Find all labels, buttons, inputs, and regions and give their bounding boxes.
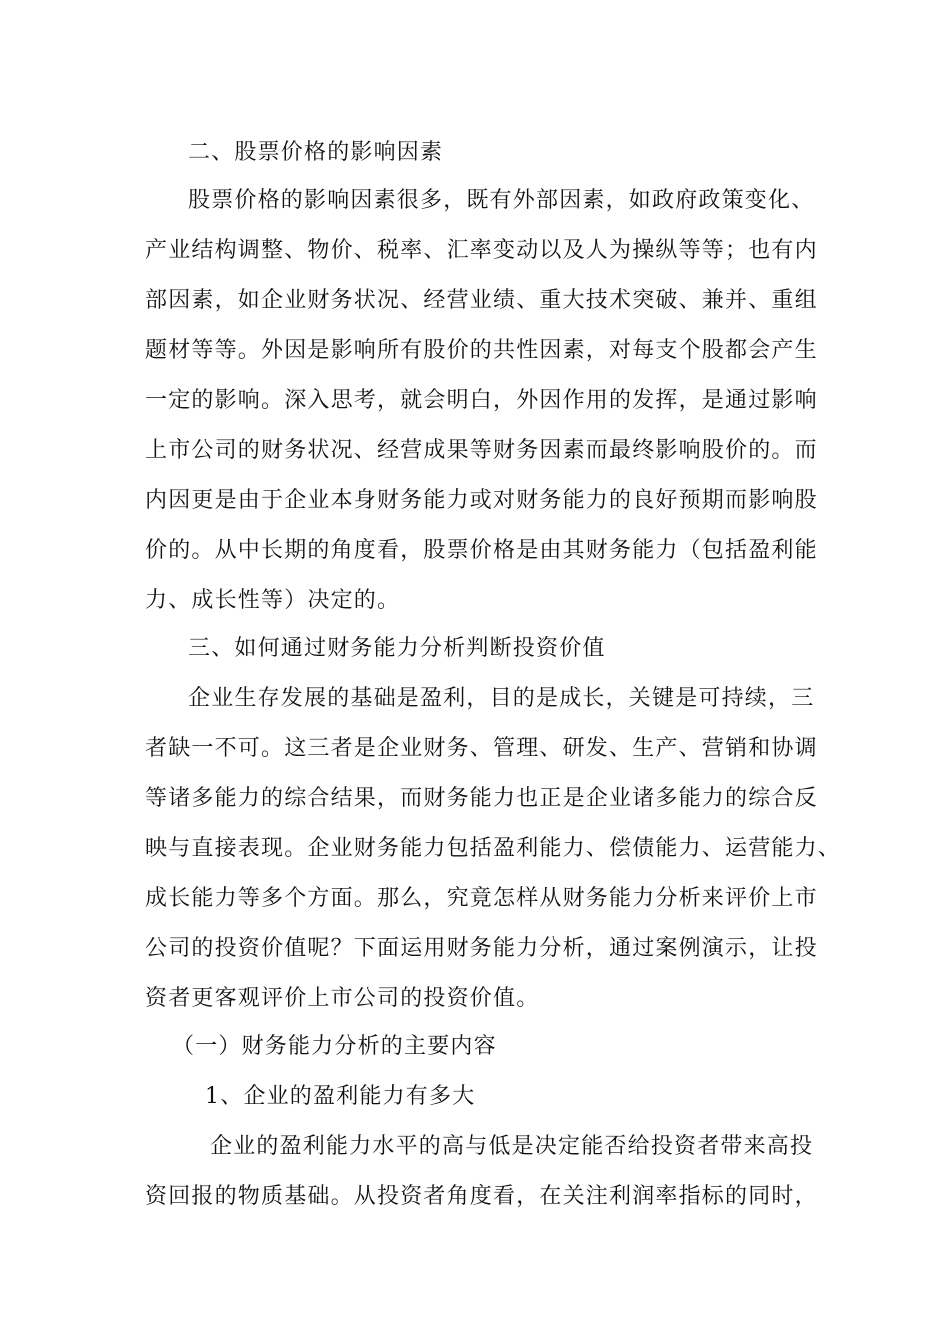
paragraph-2-line-5: 成长能力等多个方面。那么，究竟怎样从财务能力分析来评价上市 bbox=[145, 886, 818, 911]
paragraph-1-line-1: 股票价格的影响因素很多，既有外部因素，如政府政策变化、 bbox=[188, 188, 815, 213]
paragraph-2-line-7: 资者更客观评价上市公司的投资价值。 bbox=[145, 986, 540, 1011]
paragraph-3-line-2: 资回报的物质基础。从投资者角度看，在关注利润率指标的同时， bbox=[145, 1184, 818, 1209]
paragraph-3-line-1: 企业的盈利能力水平的高与低是决定能否给投资者带来高投 bbox=[210, 1134, 814, 1159]
paragraph-2-line-3: 等诸多能力的综合结果，而财务能力也正是企业诸多能力的综合反 bbox=[145, 786, 818, 811]
paragraph-1-line-7: 内因更是由于企业本身财务能力或对财务能力的良好预期而影响股 bbox=[145, 488, 818, 513]
section-heading-3: 三、如何通过财务能力分析判断投资价值 bbox=[188, 636, 606, 661]
paragraph-1-line-3: 部因素，如企业财务状况、经营业绩、重大技术突破、兼并、重组 bbox=[145, 288, 818, 313]
paragraph-1-line-4: 题材等等。外因是影响所有股价的共性因素，对每支个股都会产生 bbox=[145, 338, 818, 363]
paragraph-2-line-6: 公司的投资价值呢？下面运用财务能力分析，通过案例演示，让投 bbox=[145, 936, 818, 961]
subsection-heading-1: （一）财务能力分析的主要内容 bbox=[172, 1034, 497, 1059]
paragraph-1-line-8: 价的。从中长期的角度看，股票价格是由其财务能力（包括盈利能 bbox=[145, 538, 818, 563]
paragraph-1-line-9: 力、成长性等）决定的。 bbox=[145, 588, 401, 613]
paragraph-1-line-2: 产业结构调整、物价、税率、汇率变动以及人为操纵等等；也有内 bbox=[145, 238, 818, 263]
section-heading-2: 二、股票价格的影响因素 bbox=[188, 140, 444, 165]
paragraph-2-line-1: 企业生存发展的基础是盈利，目的是成长，关键是可持续，三 bbox=[188, 686, 815, 711]
paragraph-1-line-5: 一定的影响。深入思考，就会明白，外因作用的发挥，是通过影响 bbox=[145, 388, 818, 413]
paragraph-1-line-6: 上市公司的财务状况、经营成果等财务因素而最终影响股价的。而 bbox=[145, 438, 818, 463]
paragraph-2-line-2: 者缺一不可。这三者是企业财务、管理、研发、生产、营销和协调 bbox=[145, 736, 818, 761]
subsection-heading-1-1: 1、企业的盈利能力有多大 bbox=[205, 1084, 476, 1109]
paragraph-2-line-4: 映与直接表现。企业财务能力包括盈利能力、偿债能力、运营能力、 bbox=[145, 836, 842, 861]
